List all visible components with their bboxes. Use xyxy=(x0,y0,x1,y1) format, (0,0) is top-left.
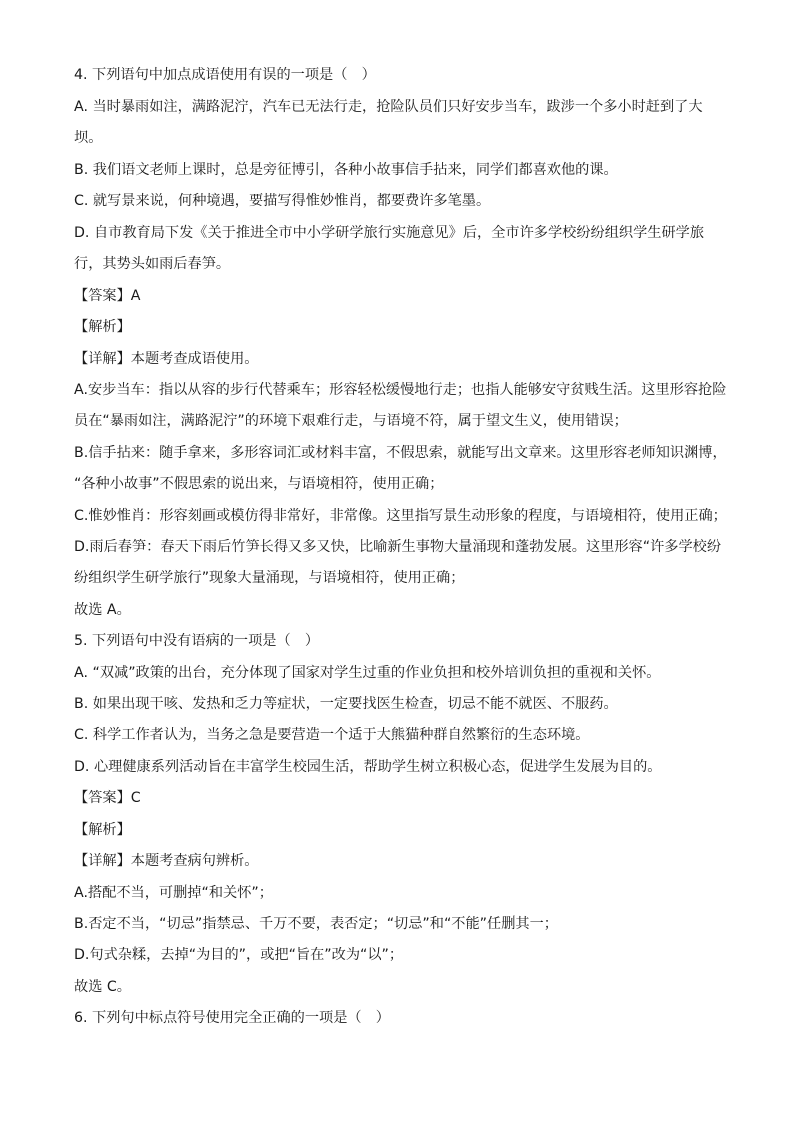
question-4-stem: 4. 下列语句中加点成语使用有误的一项是（ ） xyxy=(74,67,376,83)
detail-intro: 【详解】本题考查病句辨析。 xyxy=(74,853,259,869)
conclusion: 故选 C。 xyxy=(74,979,131,995)
answer-label: 【答案】C xyxy=(74,790,141,806)
question-5-option-c: C. 科学工作者认为，当务之急是要营造一个适于大熊猫种群自然繁衍的生态环境。 xyxy=(74,727,590,743)
detail-a-cont: 员在“暴雨如注，满路泥泞”的环境下艰难行走，与语境不符，属于望文生义，使用错误； xyxy=(74,413,628,429)
question-5-option-d: D. 心理健康系列活动旨在丰富学生校园生活，帮助学生树立积极心态，促进学生发展为目的。 xyxy=(74,759,662,775)
detail-b-cont: “各种小故事”不假思索的说出来，与语境相符，使用正确； xyxy=(74,476,444,492)
answer-label: 【答案】A xyxy=(74,288,141,304)
question-4-option-a: A. 当时暴雨如注，满路泥泞，汽车已无法行走，抢险队员们只好安步当车，跋涉一个多小时赶到了大 xyxy=(74,99,703,115)
detail-a: A.安步当车：指以从容的步行代替乘车；形容轻松缓慢地行走；也指人能够安守贫贱生活。这里形容抢险 xyxy=(74,382,727,398)
question-4-option-d: D. 自市教育局下发《关于推进全市中小学研学旅行实施意见》后，全市许多学校纷纷组织学生研学旅 xyxy=(74,225,705,241)
question-4-option-a-cont: 坝。 xyxy=(74,130,103,146)
question-6-stem: 6. 下列句中标点符号使用完全正确的一项是（ ） xyxy=(74,1010,390,1026)
detail-intro: 【详解】本题考查成语使用。 xyxy=(74,351,259,367)
detail-d: D.句式杂糅，去掉“为目的”，或把“旨在”改为“以”； xyxy=(74,947,404,963)
conclusion: 故选 A。 xyxy=(74,602,131,618)
detail-d-cont: 纷组织学生研学旅行”现象大量涌现，与语境相符，使用正确； xyxy=(74,570,465,586)
question-4-option-d-cont: 行，其势头如雨后春笋。 xyxy=(74,256,231,272)
question-5-option-b: B. 如果出现干咳、发热和乏力等症状，一定要找医生检查，切忌不能不就医、不服药。 xyxy=(74,696,618,712)
question-5-option-a: A. “双减”政策的出台，充分体现了国家对学生过重的作业负担和校外培训负担的重视和关怀。 xyxy=(74,665,661,681)
detail-c: C.惟妙惟肖：形容刻画或模仿得非常好，非常像。这里指写景生动形象的程度，与语境相符，使用正确； xyxy=(74,508,727,524)
detail-b: B.信手拈来：随手拿来，多形容词汇或材料丰富，不假思索，就能写出文章来。这里形容老师知识渊博， xyxy=(74,445,727,461)
detail-d: D.雨后春笋：春天下雨后竹笋长得又多又快，比喻新生事物大量涌现和蓬勃发展。这里形容“许多学校纷 xyxy=(74,539,722,555)
analysis-label: 【解析】 xyxy=(74,319,131,335)
detail-a: A.搭配不当，可删掉“和关怀”； xyxy=(74,885,273,901)
question-4-option-b: B. 我们语文老师上课时，总是旁征博引，各种小故事信手拈来，同学们都喜欢他的课。 xyxy=(74,162,618,178)
analysis-label: 【解析】 xyxy=(74,822,131,838)
question-4-option-c: C. 就写景来说，何种境遇，要描写得惟妙惟肖，都要费许多笔墨。 xyxy=(74,193,491,209)
detail-b: B.否定不当，“切忌”指禁忌、千万不要，表否定；“切忌”和“不能”任删其一； xyxy=(74,916,558,932)
question-5-stem: 5. 下列语句中没有语病的一项是（ ） xyxy=(74,633,320,649)
